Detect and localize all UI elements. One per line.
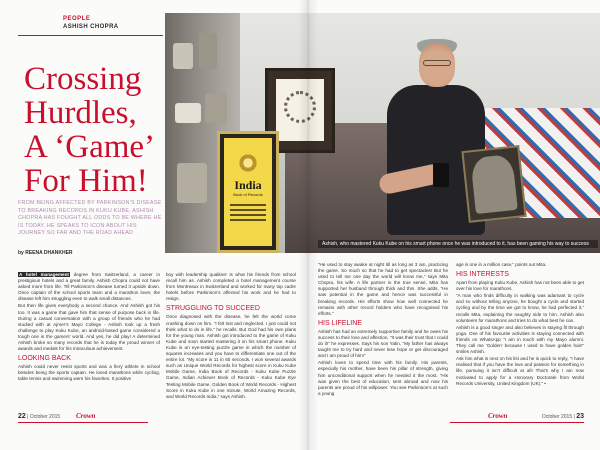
article-column-1 bbox=[18, 272, 160, 407]
photo-caption: Ashish, who mastered Kuku Kube on his smart phone once he was introduced to it, has been gaming his way to success bbox=[318, 240, 598, 248]
smartphone-icon bbox=[433, 163, 449, 187]
footer-left: 22 | October 2015 bbox=[18, 413, 61, 420]
page-number-right: 23 bbox=[576, 413, 584, 420]
paragraph: age is one in a million case,” points out Mita. bbox=[456, 262, 547, 267]
plaque-subtitle: Book of Records bbox=[233, 192, 263, 197]
deck-text: FROM BEING AFFECTED BY PARKINSON’S DISEASE TO BREAKING RECORDS IN KUKU KUBE, ASHISH CHOPRA HAS FOUGHT ALL ODDS TO BE WHERE HE IS TODAY. HE SPEAKS TO ICON ABOUT HIS JOURNEY SO FAR AND THE ROAD AHEAD bbox=[18, 200, 162, 236]
paragraph: Ashish loves to spend time with his family. His parents, especially his mother, have been his pillar of strength, giving him unconditional support when he needed it the most. “His was given the best of education, sent abroad and now his parents are proud of his willpower. You see Parkinson’s at such a young bbox=[318, 360, 448, 396]
article-column-4 bbox=[456, 262, 584, 407]
feature-photo bbox=[165, 13, 600, 253]
subheading-struggling: STRUGGLING TO SUCCEED bbox=[166, 305, 260, 313]
paragraph: Ashish is a good singer and also believes in staying fit through yoga. One of his favourite activities is staying connected with friends on WhatsApp “I am in touch with my Mayo alumni. They call me ‘Golden’ because I used to have golden hair!” smiles Ashish. bbox=[456, 324, 584, 355]
subheading-interests: HIS INTERESTS bbox=[456, 271, 509, 279]
footer-rule-left bbox=[18, 422, 148, 423]
page-gutter bbox=[298, 0, 318, 450]
article-column-2 bbox=[166, 272, 296, 407]
issue-date-left: October 2015 bbox=[29, 414, 61, 420]
issue-date-right: October 2015 bbox=[541, 414, 573, 420]
subheading-lifeline: HIS LIFELINE bbox=[318, 319, 362, 327]
paragraph: boy with leadership qualities’ is what his friends from school recall him as. Ashish completed a hotel management course from Montreaux in Switzerland and worked for many top cadre hotels before Parkinson’s affected his work and he had to resign. bbox=[166, 272, 296, 302]
lead-in: A hotel management bbox=[19, 272, 69, 277]
paragraph: But then life gives everybody a second chance. And Ashish got his too. It was a game that gave him that sense of purpose back in life. During a casual conversation with a group of friends who he had studied with at Ajmer’s Mayo College - Ashish took up a fresh challenge to play Kuku Kube, an android-based game considered a tough one in the gamers’ world. And yes, he did play! A determined Ashish broke so many records that he is today the proud winner of awards and medals for his miraculous achievement. bbox=[18, 303, 160, 352]
magazine-logo-right: Crown bbox=[488, 412, 508, 420]
paragraph: Once diagnosed with the disease, he felt the world come crashing down on him. “I felt lost and neglected. I just could not think what to do in life,” he recalls. But God had his own plans for the young man. Ashish got introduced to the game of Kuku Kube and soon started mastering it on his smart phone. Kuku Kube is an eye-testing puzzle game in which the number of squares increases and you have to differentiate one out of the entire lot. “My score is 11 in 60 seconds. I won several awards such as Unique World Records for highest score in Kuku Kube Mobile Game, India Book of Records - Kuku Kube Puzzle Game, Indian Achiever Book of Records - Kuku Kube Eye Testing Mobile Game, Golden Book of World Records - Highest Score in Kuku Kube in one minute, World Amazing Records, and World Records India,” says Ashish. bbox=[166, 314, 296, 399]
footer-rule-right bbox=[450, 422, 584, 423]
page-number-left: 22 bbox=[18, 413, 26, 420]
author-tag: ASHISH CHOPRA bbox=[63, 24, 119, 30]
paragraph: degree from Switzerland, a career in prestigious hotels and a great family. Ashish Chopra could not have asked more from life. Till Parkinson’s disease turned it upside down. Once captain of the school sports team and a marathon lover, the disease left him struggling even to walk small distances. bbox=[18, 272, 160, 302]
person-glasses bbox=[423, 60, 451, 66]
paragraph: Ashish has had an extremely supportive family and he owes his success to their love and affection. “It was their trust that I could do it!” he expresses. Says his son Yatin, “My father has always taught me to try hard and never lose hope or get discouraged and I am proud of him!” bbox=[318, 328, 448, 359]
section-tag: PEOPLE bbox=[63, 16, 91, 22]
paragraph: “He used to stay awake at night till as long as 3 am, practicing the game. So much so that he had to get spectacles! But he used to tell me one day the world will know me,” says Mita Chopra, his wife. A life partner in the true sense, Mita has supported her husband through thick and thin. She adds, “He saw potential in the game and hence was successful in breaking records. His efforts show how well connected he remains with other record holders who have recognised his efforts.” bbox=[318, 262, 448, 316]
headline: Crossing Hurdles, A ‘Game’ For Him! bbox=[24, 61, 153, 199]
paragraph: Apart from playing Kuku Kube, Ashish has not been able to get over his love for marathons. bbox=[456, 280, 584, 292]
paragraph: Ashish could never resist sports and was a fiery athlete in school besides being the sports captain. He loved marathons while cycling, table tennis and swimming were his favorites. It positive bbox=[18, 364, 160, 382]
magazine-logo-left: Crown bbox=[76, 412, 96, 420]
paragraph: “A man who finds difficulty in walking was adamant to cycle and so without telling anyone, he bought a cycle and started cycling and by the time we got to know, he had perfected it,” recalls Mita, explaining the naughty side to him. Ashish also volunteers for marathons and tries to do what best he can. bbox=[456, 293, 584, 323]
byline: by REENA DHANKHER bbox=[18, 250, 73, 256]
subheading-looking-back: LOOKING BACK bbox=[18, 355, 71, 363]
paragraph: Ask him what is next on his list and he is quick to reply, “I have realised that if you have the love and passion for something in life, pursuing it isn’t difficult at all! That’s why I am now motivated to apply for a Honorary Doctorate from World Records University, United Kingdom (UK).” • bbox=[456, 356, 584, 386]
footer-right: October 2015 | 23 bbox=[541, 413, 584, 420]
header-divider bbox=[18, 35, 163, 36]
emblem-icon bbox=[237, 152, 259, 174]
article-column-3 bbox=[318, 262, 448, 407]
award-certificate bbox=[461, 145, 526, 223]
plaque-title: India bbox=[234, 178, 262, 192]
india-book-of-records-plaque bbox=[217, 131, 279, 253]
